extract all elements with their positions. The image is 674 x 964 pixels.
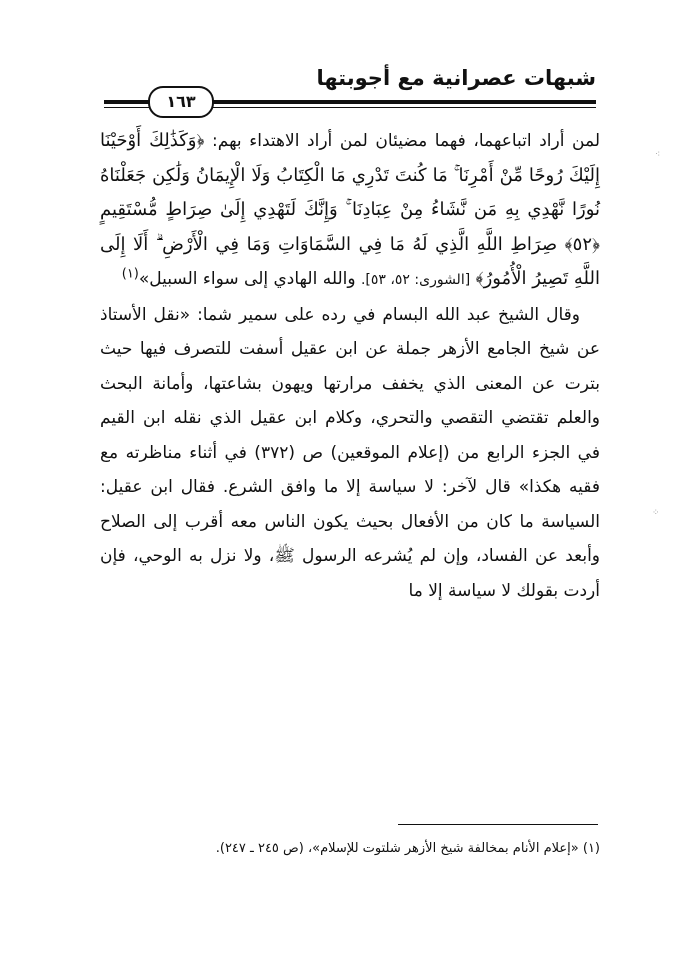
quote-paragraph <box>100 124 600 298</box>
body-paragraph <box>100 298 600 609</box>
footnote-separator <box>398 824 598 825</box>
footnote-marker: (١) <box>121 266 139 282</box>
closing-sentence: والله الهادي إلى سواء السبيل» <box>138 269 356 289</box>
quran-verse: ﴿وَكَذَٰلِكَ أَوْحَيْنَا إِلَيْكَ رُوحًا مِّنْ أَمْرِنَا ۚ مَا كُنتَ تَدْرِي مَا الْكِتَابُ وَلَا الْإِيمَانُ وَلَٰكِن جَعَلْنَاهُ نُورًا نَّهْدِي بِهِ مَن نَّشَاءُ مِنْ عِبَادِنَا ۚ وَإِنَّكَ لَتَهْدِي إِلَىٰ صِرَاطٍ مُّسْتَقِيمٍ ﴿٥٢﴾ صِرَاطِ اللَّهِ الَّذِي لَهُ مَا فِي السَّمَاوَاتِ وَمَا فِي الْأَرْضِ ۗ أَلَا إِلَى اللَّهِ تَصِيرُ الْأُمُورُ﴾ <box>100 130 600 289</box>
verse-reference: [الشورى: ٥٢، ٥٣]. <box>360 272 471 288</box>
intro-sentence: لمن أراد اتباعهما، فهما مضيئان لمن أراد الاهتداء بهم: <box>212 131 600 151</box>
main-text <box>100 124 600 608</box>
page-header <box>104 66 596 118</box>
page-number: ١٦٣ <box>148 86 214 118</box>
footnote: (١) «إعلام الأنام بمخالفة شيخ الأزهر شلتوت للإسلام»، (ص ٢٤٥ ـ ٢٤٧). <box>215 841 600 856</box>
running-title: شبهات عصرانية مع أجوبتها <box>316 66 596 90</box>
paragraph-text: وقال الشيخ عبد الله البسام في رده على سمير شما: «نقل الأستاذ عن شيخ الجامع الأزهر جملة عن ابن عقيل أسفت للتصرف فيها حيث بترت عن المعنى الذي يخفف مرارتها ويهون بشاعتها، وأمانة البحث والعلم تقتضي التقصي والتحري، وكلام ابن عقيل الذي نقله ابن القيم في الجزء الرابع من (إعلام الموقعين) ص (٣٧٢) في أثناء مناظرته مع فقيه هكذا» قال لآخر: لا سياسة إلا ما وافق الشرع. فقال ابن عقيل: السياسة ما كان من الأفعال بحيث يكون الناس معه أقرب إلى الصلاح وأبعد عن الفساد، وإن لم يُشرعه الرسول ﷺ، ولا نزل به الوحي، فإن أردت بقولك لا سياسة إلا ما <box>100 304 600 601</box>
scan-speck: ⁘ <box>652 508 660 518</box>
scan-speck: ⁖ <box>655 150 661 160</box>
